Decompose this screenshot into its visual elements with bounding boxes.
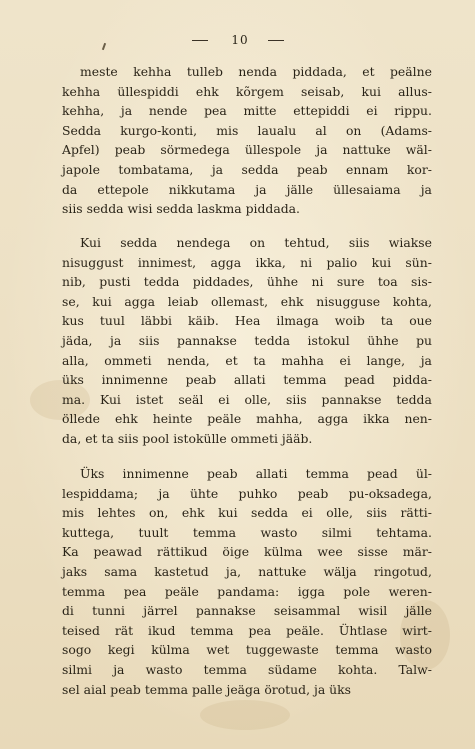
text-line: temma pea peäle pandama: igga pole weren-: [62, 583, 432, 599]
text-line: Kui sedda nendega on tehtud, siis wiakse: [80, 235, 432, 250]
page-number: 10: [231, 33, 249, 47]
text-line: se, kui agga leiab ollemast, ehk nisugguse kohta,: [62, 293, 432, 309]
paragraph-2: [62, 233, 432, 449]
text-line: jaks sama kastetud ja, nattuke wälja ringotud,: [62, 563, 432, 579]
text-line: silmi ja wasto temma südame kohta. Talw-: [62, 661, 432, 677]
text-line: kehha üllespiddi ehk kõrgem seisab, kui allus-: [62, 83, 432, 99]
text-line: kehha, ja nende pea mitte ettepiddi ei rippu.: [62, 103, 432, 119]
paragraph-3: [62, 464, 432, 699]
pen-mark: [102, 43, 106, 50]
text-line: japole tombatama, ja sedda peab ennam kor-: [62, 161, 432, 177]
header-dash-left: [192, 40, 208, 41]
text-line: nisuggust innimest, agga ikka, ni palio kui sün-: [62, 254, 432, 270]
text-line: jäda, ja siis pannakse tedda istokul ühhe pu: [62, 332, 432, 348]
text-line: sogo kegi külma wet tuggewaste temma wasto: [62, 642, 432, 658]
text-line: alla, ommeti nenda, et ta mahha ei lange, ja: [62, 352, 432, 368]
text-line: ma. Kui istet seäl ei olle, siis pannakse tedda: [62, 391, 432, 407]
text-line: da ettepole nikkutama ja jälle üllesaiama ja: [62, 181, 432, 197]
text-line: nib, pusti tedda piddades, ühhe ni sure toa sis-: [62, 274, 432, 290]
paper-stain: [200, 700, 290, 730]
text-line: Apfel) peab sörmedega üllespole ja nattuke wäl-: [62, 142, 432, 158]
text-line: da, et ta siis pool istokülle ommeti jääb.: [62, 430, 313, 446]
text-line: Sedda kurgo-konti, mis laualu al on (Adams-: [62, 122, 432, 138]
page-header: [0, 29, 475, 51]
text-line: üks innimenne peab allati temma pead pidda-: [62, 372, 432, 388]
text-line: siis sedda wisi sedda laskma piddada.: [62, 201, 300, 217]
text-line: teised rät ikud temma pea peäle. Ühtlase wirt-: [62, 622, 432, 638]
text-line: kus tuul läbbi käib. Hea ilmaga woib ta oue: [62, 313, 432, 329]
text-line: kuttega, tuult temma wasto silmi tehtama.: [62, 524, 432, 540]
text-line: di tunni järrel pannakse seisammal wisil jälle: [62, 603, 432, 619]
text-line: meste kehha tulleb nenda piddada, et peälne: [80, 64, 432, 79]
text-line: lespiddama; ja ühte puhko peab pu-oksadega,: [62, 485, 432, 501]
header-dash-right: [268, 40, 284, 41]
text-line: öllede ehk heinte peäle mahha, agga ikka nen-: [62, 411, 432, 427]
text-line: sel aial peab temma palle jeäga örotud, ja üks: [62, 681, 352, 697]
paragraph-1: [62, 62, 432, 219]
text-line: mis lehtes on, ehk kui sedda ei olle, siis rätti-: [62, 505, 432, 521]
text-line: Ka peawad rättikud öige külma wee sisse mär-: [62, 544, 432, 560]
text-line: Üks innimenne peab allati temma pead ül-: [80, 466, 432, 481]
